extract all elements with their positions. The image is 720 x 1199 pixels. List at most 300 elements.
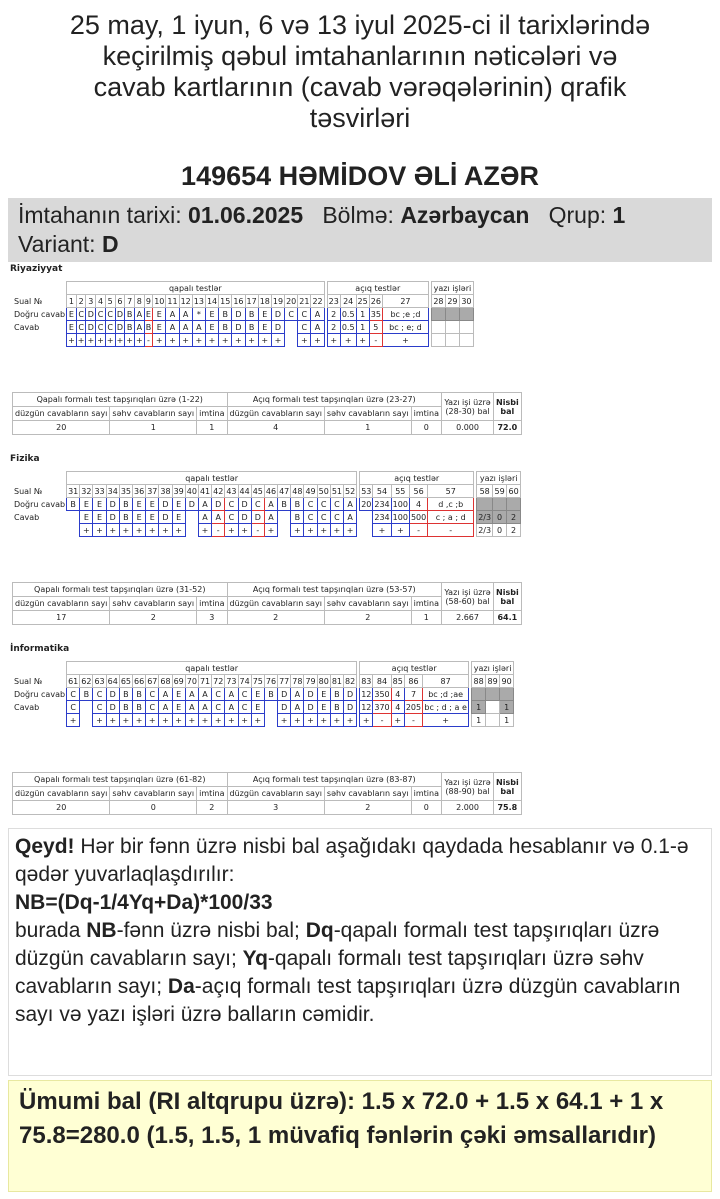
closed-cell: D [238,498,251,511]
open-cell: 0.5 [341,309,355,319]
closed-cell: + [205,334,218,347]
summary-col-header: səhv cavabların sayı [324,597,411,611]
closed-cell: A [185,701,198,714]
closed-cell: 3 [86,295,96,308]
closed-cell: C [225,498,238,511]
open-cell: 12 [361,689,372,699]
closed-cell: * [192,308,205,321]
summary-value: 20 [13,801,110,815]
closed-cell: + [291,524,304,537]
summary-table [12,392,522,435]
closed-cell: + [258,334,271,347]
written-cell: 88 [473,676,484,686]
written-cell: 2/3 [478,512,492,522]
open-cell: - [373,714,391,727]
closed-cell: C [76,308,86,321]
open-cell: + [360,714,373,727]
closed-cell: + [219,334,232,347]
closed-cell: 76 [265,676,277,686]
closed-cell: + [225,524,238,537]
closed-cell: A [159,688,172,701]
closed-cell: + [153,334,166,347]
written-cell: 0 [493,511,507,524]
closed-cell: - [144,334,153,347]
closed-cell: D [106,688,119,701]
closed-cell: C [251,498,264,511]
closed-cell: 10 [154,296,165,306]
answer-grid [12,661,514,727]
open-tests-header: açıq testlər [327,282,428,295]
summary-written-title: Yazı işi üzrə (28-30) bal [442,393,494,421]
summary-col-header: imtina [411,407,441,421]
closed-cell: A [264,498,277,511]
note-term: Yq [242,947,268,970]
written-cell [477,498,493,511]
closed-cell: 78 [292,676,303,686]
closed-cell: 18 [259,296,270,306]
closed-cell: E [258,308,271,321]
closed-cell: D [304,701,317,714]
note-text: -fənn üzrə nisbi bal; [116,919,306,942]
closed-cell [67,511,80,524]
written-cell [486,714,500,727]
closed-cell: + [225,714,238,727]
closed-cell: D [185,498,198,511]
written-cell: 2/3 [478,525,492,535]
summary-closed-title: Qapalı formalı test tapşırıqları üzrə (31-52) [13,583,228,597]
open-cell: 12 [361,702,372,712]
summary-col-header: düzgün cavabların sayı [227,597,324,611]
summary-value: 1 [110,421,197,435]
closed-cell: C [146,701,159,714]
closed-cell: C [330,511,343,524]
exam-group: 1 [612,202,626,228]
closed-cell: B [67,498,80,511]
closed-cell: + [304,524,317,537]
written-cell: 60 [508,486,519,496]
closed-cell [278,524,291,537]
answer-grid [12,471,521,537]
closed-cell: + [146,714,159,727]
closed-cell: 49 [305,486,316,496]
closed-cell: B [291,511,304,524]
closed-cell: B [119,701,132,714]
written-cell: 2 [507,524,521,537]
grid-corner [12,662,67,675]
note-text: -qapalı formalı test tapşırıqları üzrə düzgün cavabların sayı; [15,919,660,970]
closed-cell: A [311,308,324,321]
written-cell [459,321,473,334]
written-cell [472,688,486,701]
closed-cell: + [116,335,124,345]
closed-cell: A [192,321,205,334]
closed-cell: B [119,511,132,524]
closed-cell: + [264,524,277,537]
closed-cell: E [251,701,264,714]
closed-cell: 1 [67,295,77,308]
closed-cell [285,334,298,347]
closed-cell: + [97,335,104,345]
closed-cell: 6 [115,295,125,308]
closed-cell: + [106,335,114,345]
closed-cell: C [238,688,251,701]
row-label [12,714,67,727]
title-line: 25 may, 1 iyun, 6 və 13 iyul 2025-ci il tarixlərində [69,10,651,40]
summary-closed-title: Qapalı formalı test tapşırıqları üzrə (61-82) [13,773,228,787]
closed-cell: E [205,321,218,334]
closed-cell: A [212,511,225,524]
closed-cell: 72 [213,676,224,686]
note-box [8,828,712,1076]
written-cell: 28 [433,296,444,306]
closed-tests-header: qapalı testlər [67,282,325,295]
closed-cell: C [96,308,106,321]
closed-cell: + [172,524,185,537]
closed-cell: E [80,511,93,524]
closed-cell [278,511,291,524]
written-cell: 0 [493,524,507,537]
closed-cell [264,714,277,727]
summary-value: 1 [324,421,411,435]
closed-cell: + [198,714,211,727]
summary-value: 0 [411,421,441,435]
closed-cell: A [344,498,357,511]
open-cell: 4 [391,701,404,714]
open-cell: 35 [370,309,381,319]
closed-cell: D [116,322,124,332]
closed-cell: E [251,688,264,701]
open-cell: 234 [374,512,390,522]
closed-cell: B [80,688,93,701]
summary-value: 2 [197,801,227,815]
closed-cell: 66 [134,676,145,686]
closed-cell: 69 [173,676,184,686]
closed-cell: 45 [252,486,263,496]
row-label: Doğru cavab [14,689,66,699]
closed-cell: E [146,498,159,511]
summary-open-title: Açıq formalı test tapşırıqları üzrə (53-57) [227,583,442,597]
written-cell [493,498,507,511]
open-cell: 5 [369,321,382,334]
closed-cell: 36 [134,486,145,496]
closed-cell: C [225,511,238,524]
closed-cell: B [291,498,304,511]
open-cell: 1 [356,321,369,334]
subject-title: Riyaziyyat [10,264,63,274]
closed-cell: D [159,511,172,524]
closed-cell: C [67,701,80,714]
note-intro: Hər bir fənn üzrə nisbi bal aşağıdakı qaydada hesablanır və 0.1-ə qədər yuvarlaqlaşdırılır: [15,835,689,886]
summary-col-header: səhv cavabların sayı [110,787,197,801]
open-cell: 234 [374,499,390,509]
open-tests-header: açıq testlər [360,662,469,675]
written-cell [459,308,473,321]
summary-value: 1 [411,611,441,625]
open-cell: + [356,334,369,347]
closed-cell: 37 [147,486,158,496]
closed-cell: - [251,524,264,537]
closed-cell: + [106,714,119,727]
closed-cell: C [304,498,317,511]
open-cell: 24 [340,295,356,308]
written-cell [500,688,514,701]
summary-written-title: Yazı işi üzrə (58-60) bal [442,583,494,611]
closed-cell: A [225,701,238,714]
open-cell: - [404,714,422,727]
closed-cell: 9 [145,296,151,306]
closed-cell: + [344,714,357,727]
closed-cell: 20 [286,296,297,306]
open-cell: 0.5 [341,322,355,332]
open-cell: 2 [327,308,340,321]
closed-cell: + [344,524,357,537]
written-header: yazı işləri [431,282,473,295]
summary-col-header: imtina [197,407,227,421]
closed-cell: C [212,701,225,714]
row-label [12,524,67,537]
closed-cell: D [238,511,251,524]
closed-cell: A [185,688,198,701]
summary-value: 2.000 [442,801,494,815]
closed-cell: C [93,688,106,701]
closed-cell: E [67,321,77,334]
written-cell: 1 [500,701,514,714]
closed-cell: C [238,701,251,714]
open-cell: 4 [391,688,404,701]
closed-cell [185,511,198,524]
closed-cell: 81 [331,676,342,686]
closed-cell: 61 [68,676,79,686]
closed-cell: 82 [345,676,356,686]
closed-cell: B [264,688,277,701]
summary-col-header: səhv cavabların sayı [110,597,197,611]
closed-cell: C [330,498,343,511]
closed-cell: C [317,498,330,511]
closed-cell: 38 [160,486,171,496]
closed-cell: + [238,524,251,537]
open-cell: - [428,524,474,537]
closed-cell: + [135,335,143,345]
open-cell: 87 [423,675,469,688]
closed-cell: + [106,524,119,537]
closed-cell: B [133,688,146,701]
closed-cell: D [116,309,124,319]
open-cell: + [382,334,428,347]
closed-cell: + [238,714,251,727]
closed-cell: A [344,511,357,524]
closed-cell: 48 [292,486,303,496]
summary-value: 0.000 [442,421,494,435]
closed-cell: C [76,321,86,334]
open-cell: 57 [428,485,474,498]
open-cell: 205 [405,702,422,712]
closed-cell: C [212,688,225,701]
closed-cell: D [344,688,357,701]
closed-cell: + [133,524,146,537]
summary-col-header: düzgün cavabların sayı [13,787,110,801]
closed-cell: + [278,714,291,727]
closed-cell [285,321,298,334]
note-title: Qeyd! [15,835,75,858]
closed-cell: - [212,524,225,537]
closed-cell: 13 [193,296,204,306]
closed-cell: E [258,321,271,334]
open-cell: 1 [356,308,369,321]
open-cell: d ,c ;b [428,498,474,511]
written-cell [431,334,445,347]
closed-cell: B [330,688,343,701]
open-cell: + [327,334,340,347]
closed-cell: 12 [180,296,191,306]
closed-cell: 68 [160,676,171,686]
summary-value: 1 [197,421,227,435]
closed-cell: 70 [186,676,197,686]
open-cell: bc ; e; d [382,321,428,334]
closed-cell: 65 [120,676,131,686]
open-cell: 86 [404,675,422,688]
closed-cell: 63 [94,676,105,686]
closed-cell: A [291,688,304,701]
subject-section-fizika [8,454,712,640]
written-cell: 1 [472,701,486,714]
closed-cell: + [198,524,211,537]
summary-value: 17 [13,611,110,625]
closed-cell: + [245,334,258,347]
summary-col-header: səhv cavabların sayı [324,407,411,421]
note-term: Dq [305,919,334,942]
open-cell: 85 [392,676,403,686]
closed-cell: 62 [81,676,92,686]
closed-cell: E [153,308,166,321]
summary-col-header: düzgün cavabların sayı [227,407,324,421]
row-label: Cavab [14,322,40,332]
closed-cell: D [271,308,284,321]
subject-section-riyaziyyat [8,264,712,450]
closed-cell: E [205,308,218,321]
closed-cell: 42 [213,486,224,496]
closed-cell: + [192,334,205,347]
closed-cell: + [133,714,146,727]
summary-value: 3 [227,801,324,815]
closed-cell: E [172,688,185,701]
closed-cell: + [317,524,330,537]
closed-cell: E [145,309,151,319]
closed-cell: E [133,511,146,524]
closed-cell: 11 [167,296,178,306]
closed-cell: 8 [134,295,144,308]
open-cell: 55 [391,485,409,498]
note-term: Da [167,975,195,998]
date-label: İmtahanın tarixi: [18,202,182,228]
closed-cell: + [172,714,185,727]
closed-cell: + [146,524,159,537]
closed-cell: A [291,701,304,714]
closed-cell: B [119,688,132,701]
open-cell: bc ;e ;d [382,308,428,321]
open-cell [360,524,373,537]
closed-cell: 47 [279,486,290,496]
closed-cell: B [245,308,258,321]
written-cell [431,321,445,334]
summary-value: 2 [110,611,197,625]
row-label: Doğru cavab [14,309,66,319]
closed-cell: 52 [345,486,356,496]
closed-cell: B [125,321,135,334]
closed-cell: + [93,524,106,537]
closed-cell: A [225,688,238,701]
open-cell: 7 [404,688,422,701]
row-label: Doğru cavab [14,499,66,509]
closed-cell: 46 [265,486,277,496]
closed-cell: E [133,498,146,511]
closed-cell: B [145,322,152,332]
closed-cell: + [251,714,264,727]
summary-nisbi-title: Nisbi bal [494,393,522,421]
open-cell: 26 [370,296,381,306]
closed-cell: 4 [96,295,106,308]
summary-value: 4 [227,421,324,435]
grid-corner [12,472,67,485]
closed-cell: + [80,524,93,537]
closed-cell: + [67,714,80,727]
open-cell: + [391,714,404,727]
closed-cell: 39 [173,486,184,496]
written-cell [507,498,521,511]
closed-cell: D [159,498,172,511]
closed-cell: E [317,688,330,701]
section-label: Bölmə: [322,202,394,228]
exam-section: Azərbaycan [400,202,530,228]
closed-cell: 64 [107,676,118,686]
written-header: yazı işləri [472,662,514,675]
closed-cell: E [93,498,106,511]
summary-table [12,772,522,815]
open-cell: 23 [328,296,339,306]
closed-cell: + [93,714,106,727]
closed-cell: 51 [331,486,342,496]
title-line: təsvirləri [309,103,411,133]
summary-value: 20 [13,421,110,435]
closed-cell: + [311,334,324,347]
summary-written-title: Yazı işi üzrə (88-90) bal [442,773,494,801]
summary-nisbi-title: Nisbi bal [494,773,522,801]
written-cell [486,688,500,701]
closed-cell: 35 [120,486,131,496]
closed-cell: + [159,714,172,727]
row-label: Sual № [14,296,43,306]
summary-closed-title: Qapalı formalı test tapşırıqları üzrə (1-22) [13,393,228,407]
closed-cell: E [317,701,330,714]
closed-cell: + [179,334,192,347]
closed-cell: A [166,308,179,321]
written-cell [431,308,445,321]
closed-cell: A [198,688,211,701]
closed-cell: 73 [226,676,237,686]
summary-nisbi-title: Nisbi bal [494,583,522,611]
written-cell: 58 [477,485,493,498]
closed-cell: 34 [107,486,118,496]
closed-cell: + [119,524,132,537]
closed-cell: + [304,714,317,727]
closed-cell: 14 [206,296,218,306]
closed-tests-header: qapalı testlər [67,472,357,485]
closed-cell: D [344,701,357,714]
closed-cell [67,524,80,537]
closed-cell: A [311,321,324,334]
closed-cell: E [172,701,185,714]
closed-cell: + [159,524,172,537]
summary-col-header: imtina [197,787,227,801]
